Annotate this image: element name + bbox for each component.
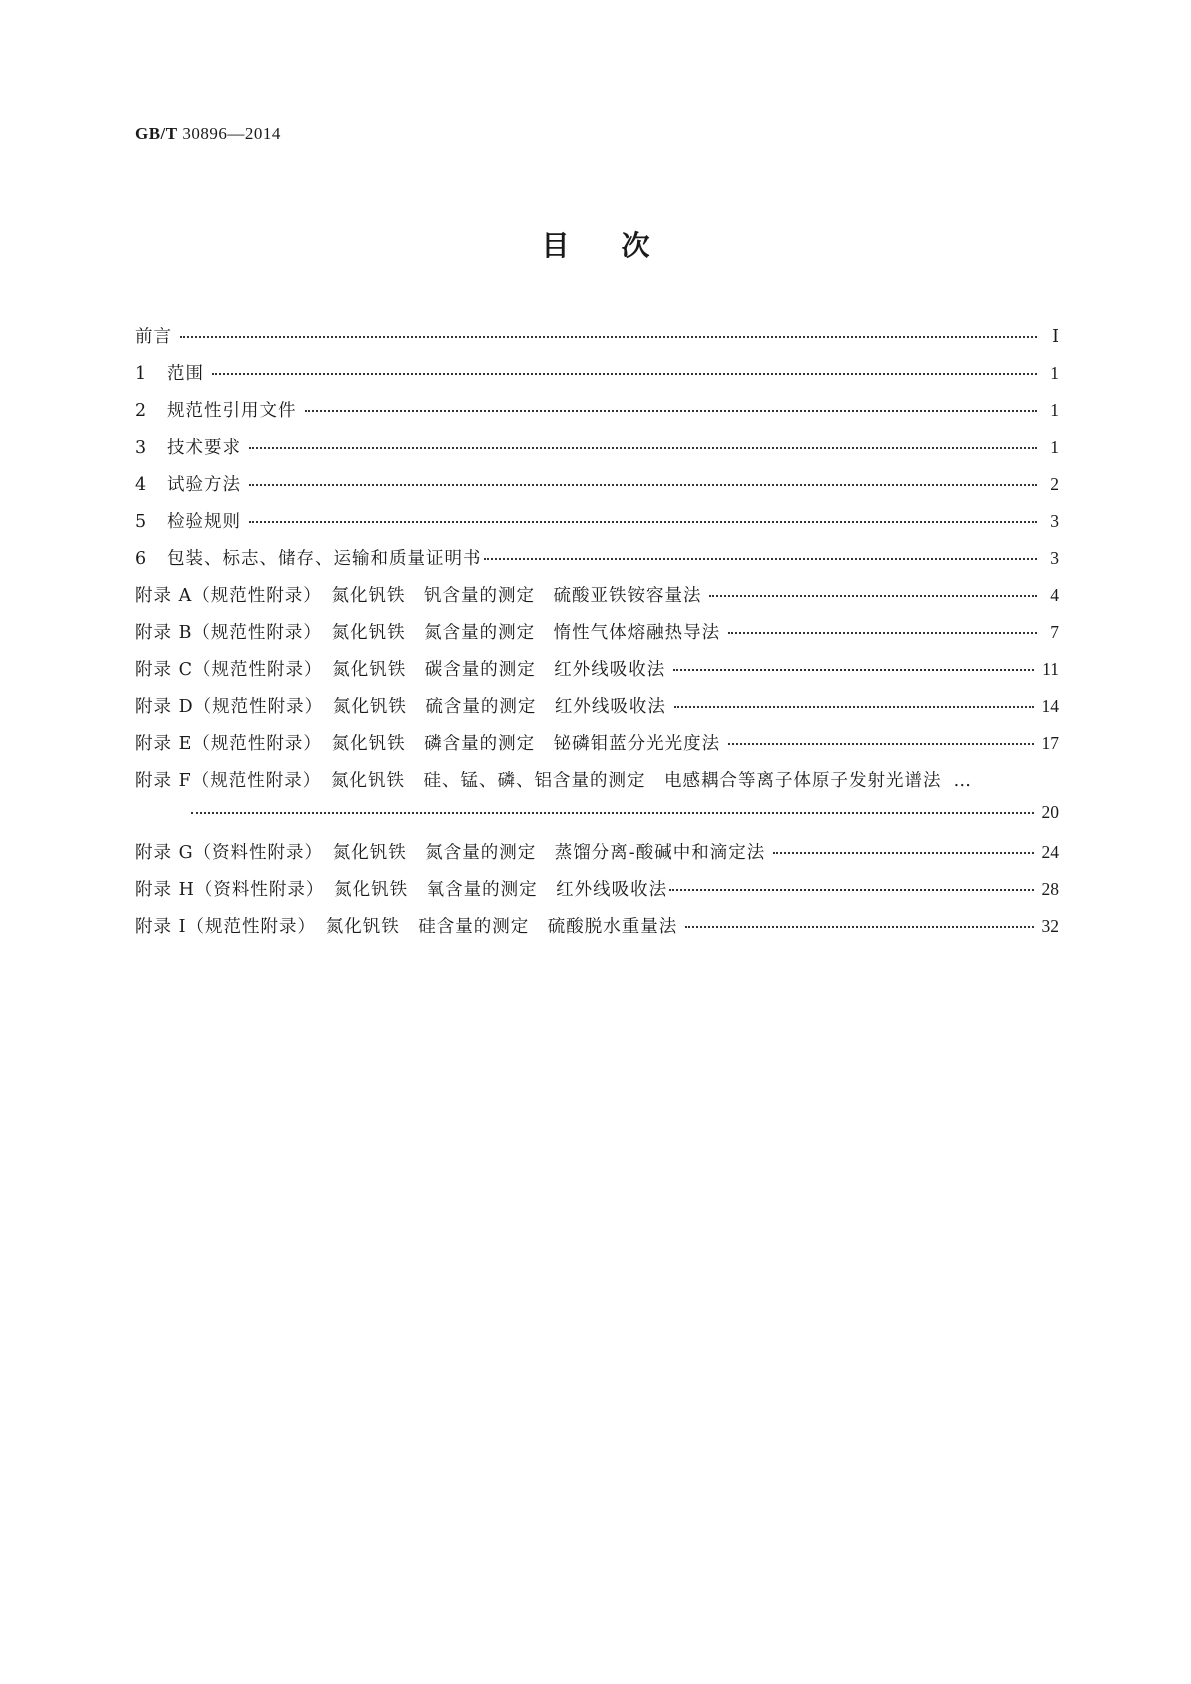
toc-entry-page: 2 [1050, 474, 1059, 494]
toc-entry-page: 1 [1050, 363, 1059, 383]
toc-dot-leader [212, 373, 1037, 375]
toc-entry-label: 包装、标志、储存、运输和质量证明书 [167, 549, 482, 569]
toc-entry-annex-e[interactable] [135, 730, 1059, 767]
toc-entry-label: 附录 G（资料性附录） 氮化钒铁 氮含量的测定 蒸馏分离-酸碱中和滴定法 [135, 843, 766, 863]
toc-dot-leader [728, 632, 1037, 634]
toc-entry-annex-f[interactable] [135, 767, 1059, 804]
toc-entry-label: 附录 I（规范性附录） 氮化钒铁 硅含量的测定 硫酸脱水重量法 [135, 917, 678, 937]
toc-entry-normative-references[interactable] [135, 397, 1059, 434]
toc-entry-technical-requirements[interactable] [135, 434, 1059, 471]
toc-entry-page: 1 [1050, 400, 1059, 420]
toc-entry-label: 附录 A（规范性附录） 氮化钒铁 钒含量的测定 硫酸亚铁铵容量法 [135, 586, 702, 606]
toc-title: 目次 [541, 229, 702, 262]
toc-entry-annex-f-continuation[interactable] [135, 802, 1059, 839]
toc-entry-inspection-rules[interactable] [135, 508, 1059, 545]
toc-entry-test-methods[interactable] [135, 471, 1059, 508]
toc-entry-annex-b[interactable] [135, 619, 1059, 656]
toc-dot-leader [728, 743, 1033, 745]
toc-entry-trailing-dots: … [953, 771, 973, 791]
toc-entry-number: 5 [135, 512, 147, 532]
toc-entry-annex-h[interactable] [135, 876, 1059, 913]
toc-entry-page: 4 [1050, 585, 1059, 605]
document-code-number: 30896—2014 [182, 124, 281, 143]
toc-entry-annex-g[interactable] [135, 839, 1059, 876]
toc-dot-leader [669, 889, 1033, 891]
toc-entry-label: 试验方法 [167, 475, 241, 495]
toc-entry-label: 附录 B（规范性附录） 氮化钒铁 氮含量的测定 惰性气体熔融热导法 [135, 623, 721, 643]
toc-entry-label: 技术要求 [167, 438, 241, 458]
toc-entry-page: 20 [1041, 802, 1059, 822]
toc-entry-page: Ⅰ [1052, 326, 1059, 346]
toc-entry-page: 32 [1041, 916, 1059, 936]
toc-entry-page: 14 [1041, 696, 1059, 716]
toc-entry-packaging[interactable] [135, 545, 1059, 582]
toc-entry-label: 检验规则 [167, 512, 241, 532]
toc-dot-leader [249, 484, 1037, 486]
toc-entry-number: 4 [135, 475, 147, 495]
toc-entry-label: 附录 C（规范性附录） 氮化钒铁 碳含量的测定 红外线吸收法 [135, 660, 666, 680]
toc-entry-label: 附录 F（规范性附录） 氮化钒铁 硅、锰、磷、铝含量的测定 电感耦合等离子体原子发射光谱法 [135, 771, 942, 791]
toc-dot-leader [709, 595, 1037, 597]
toc-entry-annex-d[interactable] [135, 693, 1059, 730]
document-code-prefix: GB/T [135, 124, 178, 143]
table-of-contents [135, 323, 1059, 950]
toc-entry-page: 3 [1050, 548, 1059, 568]
toc-entry-scope[interactable] [135, 360, 1059, 397]
toc-entry-label: 附录 D（规范性附录） 氮化钒铁 硫含量的测定 红外线吸收法 [135, 697, 666, 717]
toc-entry-label: 附录 E（规范性附录） 氮化钒铁 磷含量的测定 铋磷钼蓝分光光度法 [135, 734, 721, 754]
toc-entry-label: 规范性引用文件 [167, 401, 297, 421]
toc-entry-label: 附录 H（资料性附录） 氮化钒铁 氧含量的测定 红外线吸收法 [135, 880, 668, 900]
toc-entry-number: 2 [135, 401, 147, 421]
toc-dot-leader [249, 521, 1037, 523]
toc-entry-label: 前言 [135, 327, 172, 347]
toc-entry-number: 1 [135, 364, 147, 384]
document-code [135, 124, 281, 144]
toc-entry-annex-i[interactable] [135, 913, 1059, 950]
toc-entry-page: 28 [1041, 879, 1059, 899]
toc-entry-page: 11 [1042, 659, 1059, 679]
toc-dot-leader [484, 558, 1038, 560]
toc-dot-leader [773, 852, 1033, 854]
toc-dot-leader [674, 706, 1034, 708]
toc-entry-page: 24 [1041, 842, 1059, 862]
toc-dot-leader [685, 926, 1033, 928]
toc-dot-leader [673, 669, 1034, 671]
toc-dot-leader [180, 336, 1037, 338]
toc-entry-number: 3 [135, 438, 147, 458]
toc-entry-page: 1 [1050, 437, 1059, 457]
toc-dot-leader [249, 447, 1037, 449]
toc-dot-leader [191, 812, 1034, 814]
toc-dot-leader [305, 410, 1038, 412]
toc-entry-page: 3 [1050, 511, 1059, 531]
toc-entry-page: 7 [1050, 622, 1059, 642]
toc-entry-annex-c[interactable] [135, 656, 1059, 693]
toc-entry-annex-a[interactable] [135, 582, 1059, 619]
toc-entry-foreword[interactable] [135, 323, 1059, 360]
toc-entry-page: 17 [1041, 733, 1059, 753]
toc-entry-number: 6 [135, 549, 147, 569]
toc-entry-label: 范围 [167, 364, 204, 384]
